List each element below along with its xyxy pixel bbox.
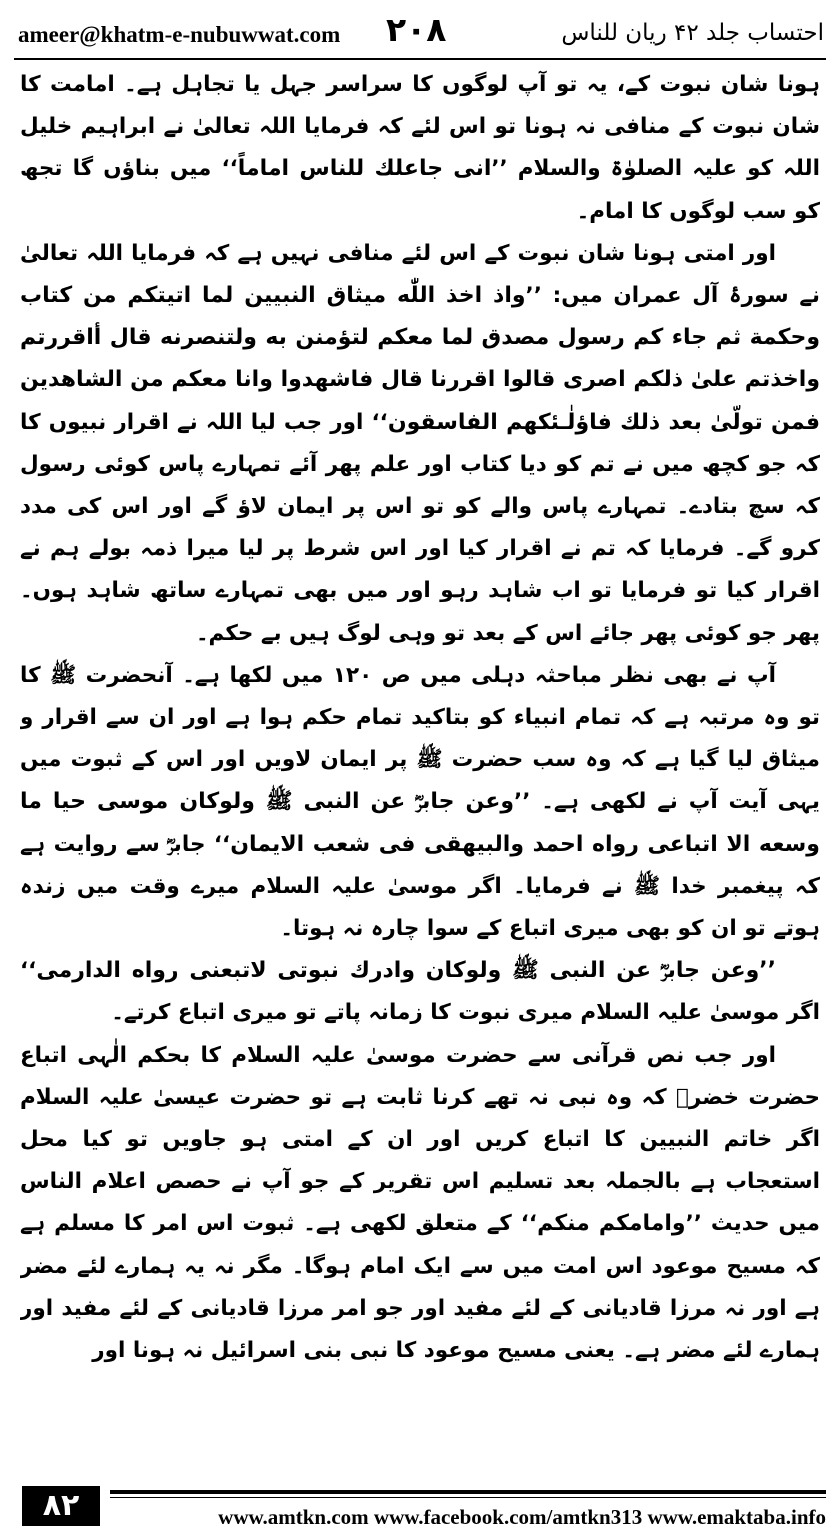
footer-rule-thick [110, 1490, 826, 1494]
paragraph-1 [20, 64, 820, 233]
paragraph-2-text: اور امتی ہونا شان نبوت کے اس لئے منافی نہیں ہے کہ فرمایا اللہ تعالیٰ نے سورۂ آل عمران میں: ’’ [20, 240, 820, 309]
page-header [14, 8, 826, 54]
hadith-quote-2: ’’وعن جابرؓ عن النبی ﷺ ولوكان وادرك نبوتى لاتبعنى رواه الدارمى [36, 958, 776, 984]
header-rule [14, 58, 826, 60]
paragraph-3-text: آپ نے بھی نظر مباحثہ دہلی میں ص ۱۲۰ میں لکھا ہے۔ آنحضرت ﷺ کا تو وہ مرتبہ ہے کہ تمام انبیاء کو بتاکید تمام حکم ہوا ہے اور ان سے اقرار و میثاق لیا گیا ہے کہ وہ سب حضرت ﷺ پر ایمان لاویں اور اس کے ثبوت میں یہی آیت آپ نے لکھی ہے۔ ’’ [20, 662, 820, 815]
folio-number: ۸۲ [22, 1486, 100, 1526]
page-number: ۲۰۸ [386, 10, 447, 49]
paragraph-3 [20, 655, 820, 950]
quran-quote-1: انی جاعلك للناس اماماً [237, 156, 492, 182]
paragraph-2-tail: ‘‘ اور جب لیا اللہ نے اقرار نبیوں کا کہ جو کچھ میں نے تم کو دیا کتاب اور علم پھر آئے تمہارے پاس کوئی رسول کہ سچ بتادے۔ تمہارے پاس والے کو تو اس پر ایمان لاؤ گے اور اس کی مدد کرو گے۔ فرمایا کہ تم نے اقرار کیا اور اس شرط پر لیا میرا ذمہ بولے ہم نے اقرار کیا تو فرمایا تو اب شاہد رہو اور میں بھی تمہارے ساتھ شاہد ہوں۔ پھر جو کوئی پھر جائے اس کے بعد تو وہی لوگ ہیں بے حکم۔ [20, 409, 820, 646]
running-title: احتساب جلد ۴۲ ریان للناس [561, 20, 824, 46]
paragraph-5-tail: ‘‘ کے متعلق لکھی ہے۔ ثبوت اس امر کا مسلم ہے کہ مسیح موعود اس امت میں سے ایک امام ہوگا۔ مگر نہ یہ ہمارے لئے مضر ہے اور نہ مرزا قادیانی کے لئے مفید اور جو امر مرزا قادیانی کے لئے مفید اور ہمارے لئے مضر ہے۔ یعنی مسیح موعود کا نبی بنی اسرائیل نہ ہونا اور [20, 1211, 820, 1364]
paragraph-5-text: اور جب نص قرآنی سے حضرت موسیٰ علیہ السلام کا بحکم الٰہی اتباع حضرت خضرؑ کہ وہ نبی نہ تھے کرنا ثابت ہے تو حضرت عیسیٰ علیہ السلام اگر خاتم النبیین کا اتباع کریں اور ان کے امتی ہو جاویں تو کیا محل استعجاب ہے بالجملہ بعد تسلیم اس تقریر کے جو آپ نے حصص اعلام الناس میں حدیث ’’ [20, 1042, 820, 1237]
hadith-quote-3: وامامكم منكم [537, 1211, 686, 1237]
footer-links: www.amtkn.com www.facebook.com/amtkn313 www.emaktaba.info [218, 1505, 826, 1529]
hadith-quote-1: وعن جابرؓ عن النبی ﷺ ولوكان موسى حيا ما وسعه الا اتباعى رواه احمد والبيهقى فى شعب الايمان [20, 789, 820, 857]
quran-quote-2: واذ اخذ اللّٰه ميثاق النبيين لما اتيتكم من كتاب وحكمة ثم جاء كم رسول مصدق لما معكم لتؤمنن به ولتنصرنه قال أاقررتم واخذتم علىٰ ذلكم اصرى قالوا اقررنا قال فاشهدوا وانا معكم من الشاهدين فمن تولّىٰ بعد ذلك فاؤلٰـئكهم الفاسقون [20, 283, 820, 435]
header-email: ameer@khatm-e-nubuwwat.com [18, 22, 341, 47]
paragraph-5 [20, 1035, 820, 1373]
paragraph-4 [20, 950, 820, 1034]
paragraph-4-tail: ‘‘ اگر موسیٰ علیہ السلام میری نبوت کا زمانہ پاتے تو میری اتباع کرتے۔ [20, 958, 820, 1026]
paragraph-1-text: ہونا شان نبوت کے، یہ تو آپ لوگوں کا سراسر جہل یا تجاہل ہے۔ امامت کا شان نبوت کے منافی نہ ہونا تو اس لئے کہ فرمایا اللہ تعالیٰ نے ابراہیم خلیل اللہ کو علیہ الصلوٰۃ والسلام ’’ [20, 72, 820, 182]
paragraph-3-tail: ‘‘ جابرؓ سے روایت ہے کہ پیغمبر خدا ﷺ نے فرمایا۔ اگر موسیٰ علیہ السلام میرے وقت میں زندہ ہوتے تو ان کو بھی میری اتباع کے سوا چارہ نہ ہوتا۔ [20, 831, 820, 942]
footer-rule-thin [110, 1497, 826, 1498]
paragraph-2 [20, 233, 820, 655]
page-body [20, 64, 820, 1474]
paragraph-1-tail: ‘‘ میں بناؤں گا تجھ کو سب لوگوں کا امام۔ [20, 156, 820, 224]
